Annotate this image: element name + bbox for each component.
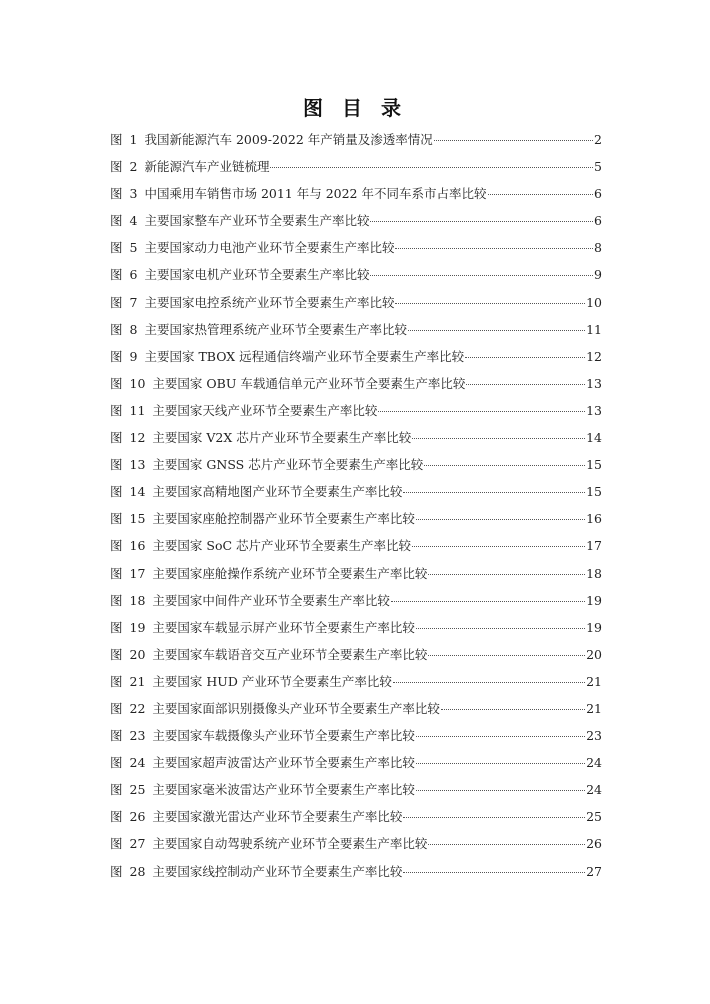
figure-number: 5 [129,240,138,256]
toc-entry[interactable] [110,803,602,830]
toc-entry-label [110,641,427,668]
figure-title: 主要国家动力电池产业环节全要素生产率比较 [144,240,395,256]
toc-entry-label [110,776,415,803]
toc-entry[interactable] [110,207,602,234]
figure-title: 主要国家毫米波雷达产业环节全要素生产率比较 [152,782,415,798]
toc-entry[interactable] [110,560,602,587]
toc-entry[interactable] [110,316,602,343]
page-number: 8 [594,240,602,256]
toc-entry-label [110,749,415,776]
figure-prefix: 图 [110,728,123,744]
figure-title: 主要国家天线产业环节全要素生产率比较 [152,402,378,418]
toc-entry-label [110,560,427,587]
toc-entry[interactable] [110,505,602,532]
dot-leader [424,465,585,466]
toc-entry[interactable] [110,370,602,397]
toc-entry-label [110,803,402,830]
figure-prefix: 图 [110,700,123,716]
toc-entry[interactable] [110,641,602,668]
figure-number: 3 [129,186,138,202]
toc-entry[interactable] [110,451,602,478]
dot-leader [403,492,585,493]
dot-leader [412,546,585,547]
figure-number: 7 [129,294,138,310]
dot-leader [412,438,585,439]
dot-leader [403,872,585,873]
figure-number: 17 [129,565,146,581]
toc-entry-label [110,153,269,180]
toc-entry-label [110,207,369,234]
toc-entry-label [110,289,394,316]
figure-prefix: 图 [110,457,123,473]
figure-prefix: 图 [110,782,123,798]
page-number: 21 [586,673,602,689]
dot-leader [378,411,585,412]
page-number: 20 [586,646,602,662]
dot-leader [465,357,585,358]
toc-entry[interactable] [110,289,602,316]
page-number: 21 [586,700,602,716]
dot-leader [395,248,593,249]
dot-leader [466,384,585,385]
figure-number: 22 [129,700,146,716]
toc-entry[interactable] [110,587,602,614]
page-number: 23 [586,728,602,744]
figure-title: 主要国家 OBU 车载通信单元产业环节全要素生产率比较 [152,375,466,391]
page-number: 25 [586,809,602,825]
page-number: 11 [586,321,602,337]
page-number: 15 [586,484,602,500]
dot-leader [270,167,593,168]
toc-entry-label [110,505,415,532]
figure-title: 我国新能源汽车 2009-2022 年产销量及渗透率情况 [144,132,433,147]
figure-title: 主要国家 HUD 产业环节全要素生产率比较 [152,673,392,689]
figure-number: 26 [129,809,146,825]
toc-entry[interactable] [110,614,602,641]
figure-prefix: 图 [110,673,123,689]
page-number: 5 [594,159,602,175]
page-number: 16 [586,511,602,527]
figure-title: 主要国家车载语音交互产业环节全要素生产率比较 [152,646,428,662]
figure-title: 新能源汽车产业链梳理 [144,159,270,175]
figure-prefix: 图 [110,240,123,256]
figure-prefix: 图 [110,267,123,283]
page-number: 24 [586,782,602,798]
dot-leader [416,736,585,737]
figure-title: 主要国家座舱操作系统产业环节全要素生产率比较 [152,565,428,581]
page-number: 13 [586,375,602,391]
figure-number: 8 [129,321,138,337]
figure-number: 23 [129,728,146,744]
page-number: 27 [586,863,602,879]
figure-number: 12 [129,430,146,446]
figure-number: 10 [129,375,146,391]
figure-number: 28 [129,863,146,879]
dot-leader [370,275,593,276]
figure-prefix: 图 [110,132,123,147]
page-number: 13 [586,402,602,418]
dot-leader [393,682,585,683]
figure-title: 主要国家车载摄像头产业环节全要素生产率比较 [152,728,415,744]
figure-number: 14 [129,484,146,500]
page-number: 17 [586,538,602,554]
figure-prefix: 图 [110,863,123,879]
figure-number: 1 [129,132,138,147]
page-number: 19 [586,619,602,635]
page-number: 6 [594,213,602,229]
toc-entry-label [110,830,427,857]
figure-prefix: 图 [110,375,123,391]
page-number: 18 [586,565,602,581]
toc-entry-label [110,722,415,749]
toc-entry-label [110,587,390,614]
figure-prefix: 图 [110,430,123,446]
page-number: 10 [586,294,602,310]
figure-number: 18 [129,592,146,608]
figure-number: 16 [129,538,146,554]
figure-title: 主要国家自动驾驶系统产业环节全要素生产率比较 [152,836,428,852]
figure-title: 主要国家整车产业环节全要素生产率比较 [144,213,370,229]
toc-entry[interactable] [110,234,602,261]
dot-leader [416,519,585,520]
toc-entry-label [110,180,487,207]
figure-title: 主要国家超声波雷达产业环节全要素生产率比较 [152,755,415,771]
figure-title: 主要国家激光雷达产业环节全要素生产率比较 [152,809,403,825]
dot-leader [428,574,585,575]
figure-title: 主要国家 GNSS 芯片产业环节全要素生产率比较 [152,457,424,473]
toc-entry-label [110,451,423,478]
figure-title: 主要国家电机产业环节全要素生产率比较 [144,267,370,283]
dot-leader [408,330,585,331]
figure-title: 主要国家车载显示屏产业环节全要素生产率比较 [152,619,415,635]
toc-entry-label [110,261,369,288]
page-number: 14 [586,430,602,446]
figure-prefix: 图 [110,538,123,554]
dot-leader [370,221,593,222]
figure-prefix: 图 [110,348,123,364]
figure-prefix: 图 [110,511,123,527]
toc-entry[interactable] [110,532,602,559]
figure-prefix: 图 [110,186,123,202]
toc-entry[interactable] [110,343,602,370]
toc-entry[interactable] [110,858,602,885]
figure-title: 主要国家中间件产业环节全要素生产率比较 [152,592,390,608]
dot-leader [391,601,585,602]
toc-entry-label [110,478,402,505]
page-number: 6 [594,186,602,202]
toc-entry[interactable] [110,180,602,207]
figure-title: 主要国家 TBOX 远程通信终端产业环节全要素生产率比较 [144,348,465,364]
figure-title: 主要国家面部识别摄像头产业环节全要素生产率比较 [152,700,440,716]
figure-number: 25 [129,782,146,798]
toc-entry-label [110,126,433,153]
dot-leader [403,817,585,818]
dot-leader [434,140,593,141]
figure-prefix: 图 [110,809,123,825]
page-number: 19 [586,592,602,608]
toc-entry[interactable] [110,749,602,776]
figure-title: 主要国家电控系统产业环节全要素生产率比较 [144,294,395,310]
figure-prefix: 图 [110,836,123,852]
toc-entry-label [110,424,411,451]
figure-prefix: 图 [110,565,123,581]
figure-prefix: 图 [110,213,123,229]
toc-entry[interactable] [110,424,602,451]
page-title: 图 目 录 [303,96,407,120]
toc-entry-label [110,668,392,695]
figure-number: 21 [129,673,146,689]
figure-prefix: 图 [110,402,123,418]
dot-leader [428,655,585,656]
figure-list [110,126,602,885]
dot-leader [395,303,585,304]
figure-title: 中国乘用车销售市场 2011 年与 2022 年不同车系市占率比较 [144,186,487,202]
figure-number: 24 [129,755,146,771]
figure-prefix: 图 [110,294,123,310]
toc-entry-label [110,316,407,343]
page-number: 2 [594,132,602,147]
figure-title: 主要国家高精地图产业环节全要素生产率比较 [152,484,403,500]
dot-leader [416,763,585,764]
figure-number: 27 [129,836,146,852]
toc-entry[interactable] [110,126,602,153]
toc-entry[interactable] [110,695,602,722]
toc-entry-label [110,370,465,397]
figure-number: 19 [129,619,146,635]
toc-entry[interactable] [110,722,602,749]
toc-entry[interactable] [110,668,602,695]
figure-prefix: 图 [110,592,123,608]
toc-entry[interactable] [110,478,602,505]
figure-prefix: 图 [110,159,123,175]
toc-entry[interactable] [110,153,602,180]
toc-entry-label [110,858,402,885]
toc-entry-label [110,397,377,424]
figure-title: 主要国家 V2X 芯片产业环节全要素生产率比较 [152,430,412,446]
page-number: 12 [586,348,602,364]
figure-title: 主要国家 SoC 芯片产业环节全要素生产率比较 [152,538,412,554]
toc-entry-label [110,343,464,370]
figure-number: 4 [129,213,138,229]
figure-number: 9 [129,348,138,364]
figure-number: 13 [129,457,146,473]
page-number: 26 [586,836,602,852]
toc-entry[interactable] [110,397,602,424]
page-number: 24 [586,755,602,771]
toc-entry[interactable] [110,776,602,803]
toc-entry-label [110,695,440,722]
figure-number: 2 [129,159,138,175]
toc-entry-label [110,614,415,641]
page-number: 9 [594,267,602,283]
figure-title: 主要国家座舱控制器产业环节全要素生产率比较 [152,511,415,527]
figure-number: 15 [129,511,146,527]
figure-number: 11 [129,402,146,418]
figure-prefix: 图 [110,619,123,635]
figure-prefix: 图 [110,755,123,771]
page-number: 15 [586,457,602,473]
toc-entry[interactable] [110,261,602,288]
dot-leader [441,709,585,710]
toc-entry-label [110,532,411,559]
toc-entry[interactable] [110,830,602,857]
dot-leader [428,844,585,845]
figure-number: 6 [129,267,138,283]
figure-title: 主要国家线控制动产业环节全要素生产率比较 [152,863,403,879]
figure-prefix: 图 [110,646,123,662]
dot-leader [416,628,585,629]
toc-entry-label [110,234,394,261]
dot-leader [416,790,585,791]
figure-number: 20 [129,646,146,662]
dot-leader [488,194,594,195]
figure-prefix: 图 [110,484,123,500]
figure-prefix: 图 [110,321,123,337]
figure-title: 主要国家热管理系统产业环节全要素生产率比较 [144,321,407,337]
